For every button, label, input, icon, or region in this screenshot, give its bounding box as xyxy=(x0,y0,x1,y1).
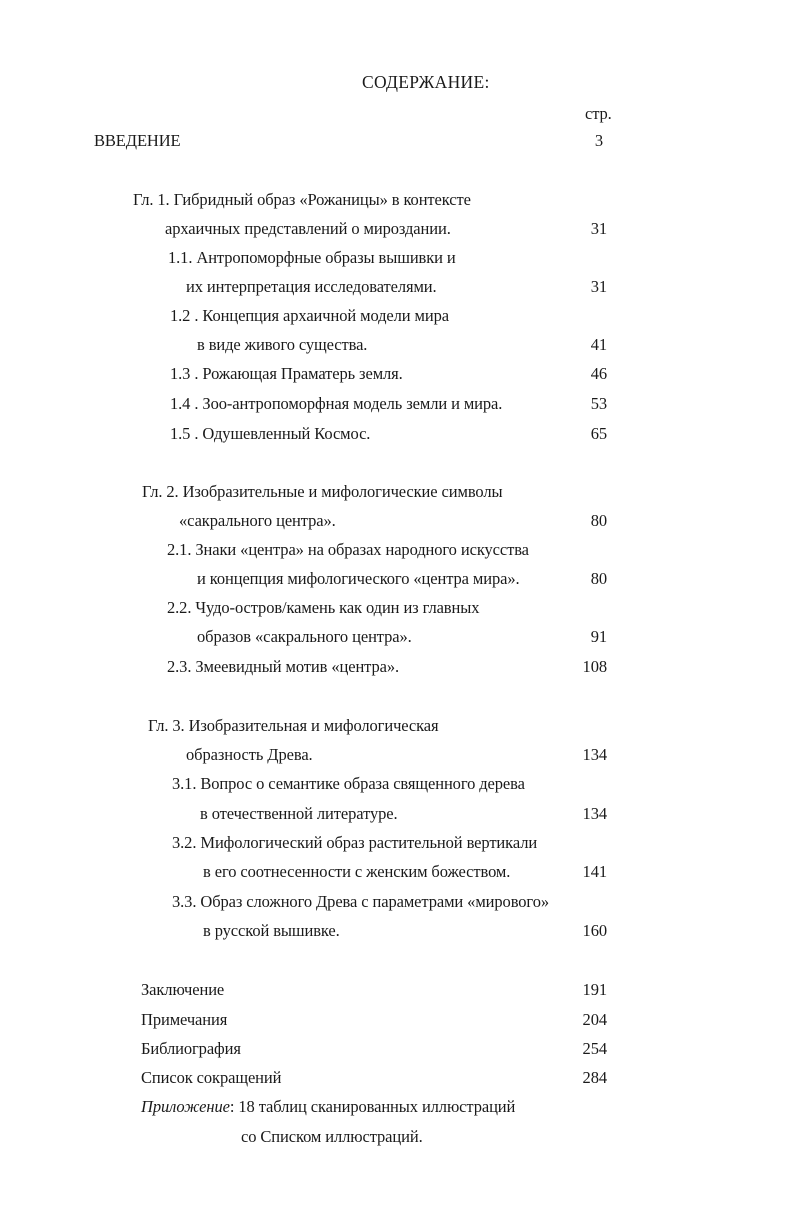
page-column-label: стр. xyxy=(585,104,612,123)
ch1-s1-line1: 1.1. Антропоморфные образы вышивки и xyxy=(168,248,456,267)
ch2-s1-page: 80 xyxy=(590,569,607,588)
ch2-s2-line1: 2.2. Чудо-остров/камень как один из главных xyxy=(167,598,480,617)
appendix-label: Приложение xyxy=(141,1097,230,1116)
ch2-s2-page: 91 xyxy=(590,627,607,646)
ch3-s2-line2: в его соотнесенности с женским божеством. xyxy=(203,862,511,881)
ch3-s2-page: 141 xyxy=(582,862,607,881)
ch1-s3-page: 46 xyxy=(590,364,607,383)
ch1-page: 31 xyxy=(590,219,607,238)
notes-label: Примечания xyxy=(141,1010,228,1029)
ch2-title-line1: Гл. 2. Изобразительные и мифологические символы xyxy=(142,482,503,501)
ch2-s1-line2: и концепция мифологического «центра мира». xyxy=(197,569,520,588)
bibliography-label: Библиография xyxy=(141,1039,241,1058)
appendix-line1 xyxy=(141,1097,515,1117)
ch1-s2-page: 41 xyxy=(590,335,607,354)
ch1-s4: 1.4 . Зоо-антропоморфная модель земли и мира. xyxy=(170,394,503,413)
ch1-s4-page: 53 xyxy=(590,394,607,413)
intro-label: ВВЕДЕНИЕ xyxy=(94,131,181,150)
ch1-title-line1: Гл. 1. Гибридный образ «Рожаницы» в контексте xyxy=(133,190,471,209)
toc-title: СОДЕРЖАНИЕ: xyxy=(362,72,490,92)
ch3-s1-line1: 3.1. Вопрос о семантике образа священного дерева xyxy=(172,774,525,793)
ch1-s2-line2: в виде живого существа. xyxy=(197,335,368,354)
ch1-title-line2: архаичных представлений о мироздании. xyxy=(165,219,451,238)
ch1-s5: 1.5 . Одушевленный Космос. xyxy=(170,424,371,443)
conclusion-page: 191 xyxy=(582,980,607,999)
ch2-s2-line2: образов «сакрального центра». xyxy=(197,627,412,646)
ch3-title-line1: Гл. 3. Изобразительная и мифологическая xyxy=(148,716,439,735)
ch3-s1-line2: в отечественной литературе. xyxy=(200,804,398,823)
ch3-s3-line1: 3.3. Образ сложного Древа с параметрами «мирового» xyxy=(172,892,549,911)
appendix-text: : 18 таблиц сканированных иллюстраций xyxy=(229,1097,516,1116)
ch1-s1-line2: их интерпретация исследователями. xyxy=(186,277,437,296)
ch3-s1-page: 134 xyxy=(582,804,607,823)
conclusion-label: Заключение xyxy=(141,980,225,999)
ch1-s2-line1: 1.2 . Концепция архаичной модели мира xyxy=(170,306,449,325)
ch3-s3-page: 160 xyxy=(582,921,607,940)
ch2-s1-line1: 2.1. Знаки «центра» на образах народного искусства xyxy=(167,540,529,559)
ch2-page: 80 xyxy=(590,511,607,530)
ch2-s3: 2.3. Змеевидный мотив «центра». xyxy=(167,657,400,676)
ch3-title-line2: образность Древа. xyxy=(186,745,313,764)
bibliography-page: 254 xyxy=(582,1039,607,1058)
appendix-line2: со Списком иллюстраций. xyxy=(241,1127,423,1146)
ch1-s1-page: 31 xyxy=(590,277,607,296)
abbreviations-label: Список сокращений xyxy=(141,1068,282,1087)
abbreviations-page: 284 xyxy=(582,1068,607,1087)
ch2-s3-page: 108 xyxy=(582,657,607,676)
ch1-s3: 1.3 . Рожающая Праматерь земля. xyxy=(170,364,403,383)
ch3-s2-line1: 3.2. Мифологический образ растительной вертикали xyxy=(172,833,538,852)
intro-page: 3 xyxy=(594,131,603,150)
notes-page: 204 xyxy=(582,1010,607,1029)
ch1-s5-page: 65 xyxy=(590,424,607,443)
ch3-page: 134 xyxy=(582,745,607,764)
ch2-title-line2: «сакрального центра». xyxy=(179,511,336,530)
ch3-s3-line2: в русской вышивке. xyxy=(203,921,340,940)
